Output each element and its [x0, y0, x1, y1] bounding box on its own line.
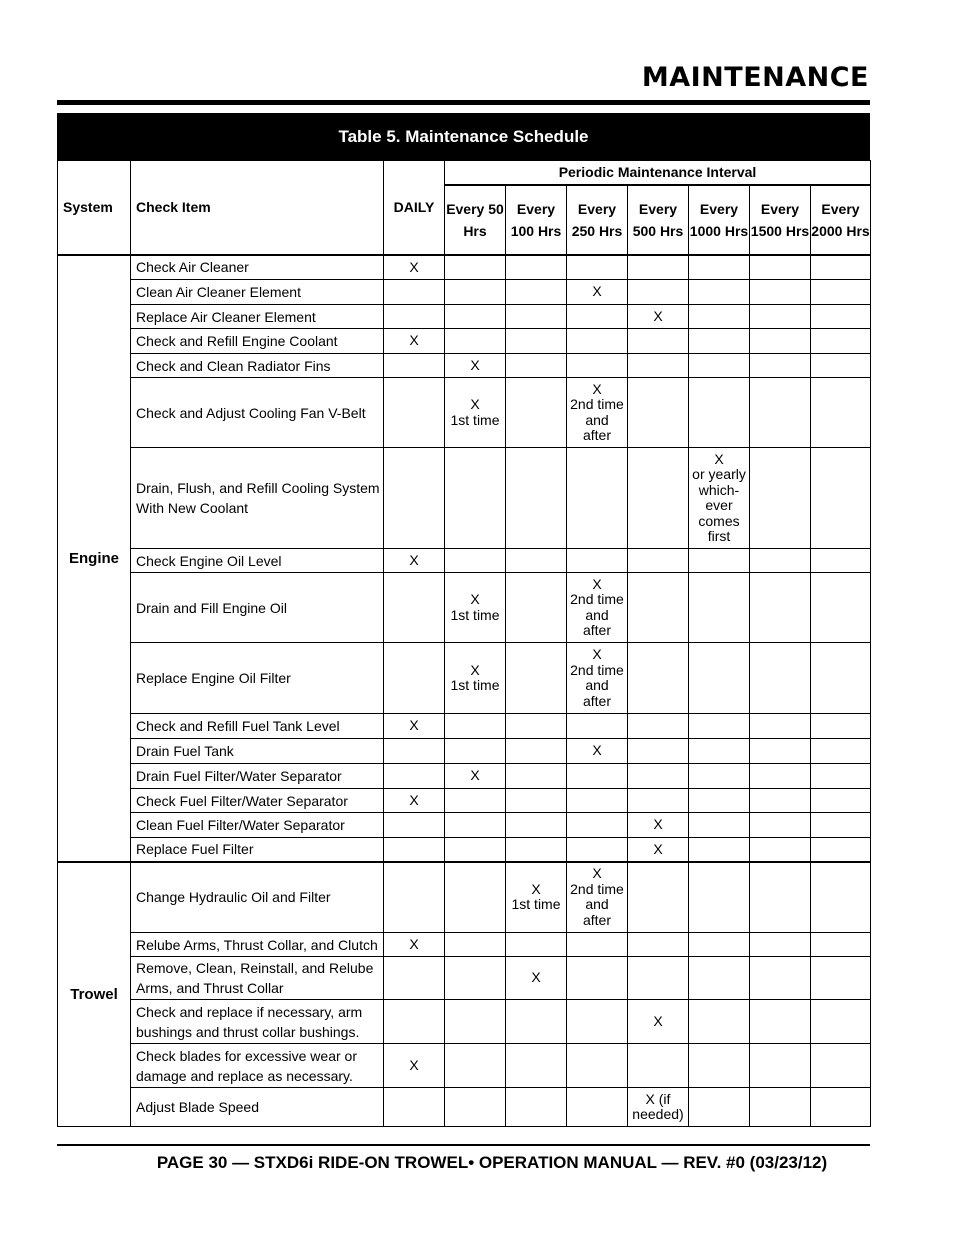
- interval-column-header: Every 250 Hrs: [567, 185, 628, 255]
- interval-cell: [689, 255, 750, 280]
- interval-cell: [811, 957, 871, 1000]
- interval-cell: [811, 739, 871, 764]
- interval-cell: [750, 862, 811, 933]
- interval-cell: [506, 1044, 567, 1088]
- interval-cell: [811, 714, 871, 739]
- interval-cell: [811, 448, 871, 549]
- interval-cell: [811, 643, 871, 714]
- interval-cell: [750, 549, 811, 573]
- interval-cell: [506, 305, 567, 329]
- interval-cell: [628, 448, 689, 549]
- interval-cell: [445, 329, 506, 354]
- table-row: [58, 789, 871, 813]
- interval-cell: [811, 764, 871, 789]
- interval-cell: [445, 933, 506, 957]
- table-row: [58, 354, 871, 378]
- interval-cell: X: [445, 764, 506, 789]
- system-trowel: Trowel: [58, 862, 131, 1127]
- table-row: [58, 813, 871, 838]
- interval-cell: [445, 838, 506, 862]
- interval-cell: [689, 549, 750, 573]
- interval-cell: [506, 789, 567, 813]
- interval-cell: [750, 280, 811, 305]
- interval-cell: [811, 933, 871, 957]
- interval-cell: [506, 739, 567, 764]
- interval-cell: [567, 329, 628, 354]
- daily-cell: [384, 448, 445, 549]
- interval-cell: [811, 255, 871, 280]
- interval-cell: [628, 280, 689, 305]
- interval-cell: [506, 714, 567, 739]
- interval-cell: [750, 1000, 811, 1044]
- check-item-cell: Check Air Cleaner: [131, 255, 384, 280]
- interval-cell: [750, 933, 811, 957]
- interval-cell: [445, 549, 506, 573]
- interval-cell: X: [506, 957, 567, 1000]
- daily-cell: [384, 573, 445, 643]
- interval-cell: [445, 813, 506, 838]
- daily-cell: [384, 305, 445, 329]
- table-row: [58, 764, 871, 789]
- check-item-cell: Replace Fuel Filter: [131, 838, 384, 862]
- interval-cell: [567, 789, 628, 813]
- interval-cell: [750, 643, 811, 714]
- daily-column-header: DAILY: [384, 161, 445, 255]
- interval-cell: [628, 329, 689, 354]
- footer-text: PAGE 30 — STXD6i RIDE-ON TROWEL• OPERATION MANUAL — REV. #0 (03/23/12): [156, 1153, 828, 1172]
- daily-cell: X: [384, 1044, 445, 1088]
- table-row: [58, 957, 871, 1000]
- interval-cell: [811, 862, 871, 933]
- interval-cell: [445, 1044, 506, 1088]
- interval-cell: [750, 354, 811, 378]
- interval-cell: [750, 573, 811, 643]
- interval-cell: [506, 573, 567, 643]
- interval-cell: X: [628, 838, 689, 862]
- interval-cell: [750, 305, 811, 329]
- interval-cell: X 1st time: [445, 643, 506, 714]
- interval-cell: [628, 643, 689, 714]
- table-row: [58, 838, 871, 862]
- interval-cell: X (if needed): [628, 1088, 689, 1127]
- interval-cell: [506, 280, 567, 305]
- interval-cell: [506, 933, 567, 957]
- interval-cell: [445, 280, 506, 305]
- interval-cell: [445, 305, 506, 329]
- interval-cell: [689, 329, 750, 354]
- interval-cell: X: [445, 354, 506, 378]
- interval-cell: [750, 378, 811, 448]
- interval-cell: [689, 1088, 750, 1127]
- system-engine: Engine: [58, 255, 131, 862]
- footer-rule: [57, 1144, 870, 1146]
- check-item-cell: Check Engine Oil Level: [131, 549, 384, 573]
- daily-cell: X: [384, 789, 445, 813]
- table-row: [58, 739, 871, 764]
- interval-cell: [506, 329, 567, 354]
- interval-cell: [567, 1088, 628, 1127]
- check-item-cell: Check and Refill Fuel Tank Level: [131, 714, 384, 739]
- table-row: [58, 1088, 871, 1127]
- interval-cell: [811, 573, 871, 643]
- interval-cell: [567, 1044, 628, 1088]
- interval-cell: [811, 305, 871, 329]
- header-rule: [57, 100, 870, 105]
- interval-cell: X 1st time: [445, 573, 506, 643]
- daily-cell: X: [384, 933, 445, 957]
- check-item-cell: Drain Fuel Tank: [131, 739, 384, 764]
- interval-cell: [628, 764, 689, 789]
- interval-cell: [811, 329, 871, 354]
- interval-cell: [750, 764, 811, 789]
- interval-cell: [567, 933, 628, 957]
- check-item-cell: Change Hydraulic Oil and Filter: [131, 862, 384, 933]
- check-item-cell: Remove, Clean, Reinstall, and Relube Arms, and Thrust Collar: [131, 957, 384, 1000]
- interval-cell: X: [567, 739, 628, 764]
- table-row: [58, 1000, 871, 1044]
- interval-cell: [567, 1000, 628, 1044]
- check-item-cell: Check Fuel Filter/Water Separator: [131, 789, 384, 813]
- interval-cell: [689, 1000, 750, 1044]
- interval-cell: X 2nd time and after: [567, 378, 628, 448]
- interval-cell: X 1st time: [506, 862, 567, 933]
- interval-cell: [689, 957, 750, 1000]
- interval-cell: X or yearly which- ever comes first: [689, 448, 750, 549]
- maintenance-schedule-table: [57, 160, 871, 1127]
- interval-cell: [567, 549, 628, 573]
- interval-cell: [567, 957, 628, 1000]
- table-row: [58, 448, 871, 549]
- daily-cell: [384, 764, 445, 789]
- interval-cell: [506, 549, 567, 573]
- daily-cell: [384, 1088, 445, 1127]
- interval-cell: X: [628, 813, 689, 838]
- interval-cell: [506, 813, 567, 838]
- periodic-interval-header: Periodic Maintenance Interval: [445, 161, 871, 185]
- interval-cell: [689, 933, 750, 957]
- interval-cell: [750, 813, 811, 838]
- interval-cell: [445, 789, 506, 813]
- daily-cell: [384, 643, 445, 714]
- daily-cell: X: [384, 549, 445, 573]
- interval-cell: X 2nd time and after: [567, 862, 628, 933]
- interval-cell: X 2nd time and after: [567, 643, 628, 714]
- table-row: [58, 643, 871, 714]
- daily-cell: [384, 378, 445, 448]
- daily-cell: [384, 280, 445, 305]
- interval-column-header: Every 2000 Hrs: [811, 185, 871, 255]
- daily-cell: [384, 354, 445, 378]
- interval-cell: [750, 838, 811, 862]
- interval-cell: [445, 448, 506, 549]
- interval-cell: [750, 448, 811, 549]
- interval-cell: [811, 1044, 871, 1088]
- interval-cell: [689, 378, 750, 448]
- interval-cell: [750, 1088, 811, 1127]
- interval-cell: [628, 255, 689, 280]
- interval-cell: [628, 739, 689, 764]
- interval-cell: [445, 1088, 506, 1127]
- table-row: [58, 378, 871, 448]
- interval-cell: [750, 329, 811, 354]
- interval-column-header: Every 50 Hrs: [445, 185, 506, 255]
- interval-cell: [445, 862, 506, 933]
- interval-cell: [567, 448, 628, 549]
- table-row: [58, 329, 871, 354]
- interval-cell: [689, 764, 750, 789]
- interval-cell: [750, 1044, 811, 1088]
- check-item-cell: Check and replace if necessary, arm bushings and thrust collar bushings.: [131, 1000, 384, 1044]
- interval-cell: [506, 1000, 567, 1044]
- interval-cell: [689, 280, 750, 305]
- check-item-cell: Replace Air Cleaner Element: [131, 305, 384, 329]
- table-row: [58, 573, 871, 643]
- interval-cell: [750, 957, 811, 1000]
- check-item-cell: Check and Clean Radiator Fins: [131, 354, 384, 378]
- interval-cell: [628, 933, 689, 957]
- interval-cell: [811, 1088, 871, 1127]
- interval-cell: [811, 280, 871, 305]
- interval-cell: [628, 957, 689, 1000]
- interval-cell: [506, 354, 567, 378]
- interval-cell: [506, 643, 567, 714]
- interval-cell: [689, 573, 750, 643]
- interval-cell: [811, 378, 871, 448]
- interval-cell: [628, 573, 689, 643]
- check-item-cell: Replace Engine Oil Filter: [131, 643, 384, 714]
- interval-cell: [689, 305, 750, 329]
- check-item-cell: Clean Air Cleaner Element: [131, 280, 384, 305]
- daily-cell: X: [384, 329, 445, 354]
- interval-cell: [445, 957, 506, 1000]
- daily-cell: [384, 838, 445, 862]
- interval-cell: [811, 789, 871, 813]
- interval-cell: [628, 1044, 689, 1088]
- check-item-cell: Adjust Blade Speed: [131, 1088, 384, 1127]
- interval-cell: [567, 714, 628, 739]
- interval-cell: [811, 549, 871, 573]
- interval-column-header: Every 100 Hrs: [506, 185, 567, 255]
- daily-cell: X: [384, 255, 445, 280]
- table-row: [58, 549, 871, 573]
- table-row: [58, 714, 871, 739]
- interval-cell: [689, 789, 750, 813]
- interval-cell: [689, 813, 750, 838]
- table-row: [58, 280, 871, 305]
- interval-cell: [628, 378, 689, 448]
- table-row: [58, 933, 871, 957]
- interval-cell: [506, 838, 567, 862]
- interval-cell: X: [567, 280, 628, 305]
- interval-cell: [506, 448, 567, 549]
- interval-cell: [506, 378, 567, 448]
- interval-cell: [506, 764, 567, 789]
- daily-cell: [384, 739, 445, 764]
- interval-cell: [689, 838, 750, 862]
- interval-cell: [689, 643, 750, 714]
- check-item-cell: Drain and Fill Engine Oil: [131, 573, 384, 643]
- interval-cell: [567, 838, 628, 862]
- interval-cell: [628, 354, 689, 378]
- interval-cell: X: [628, 305, 689, 329]
- interval-cell: [750, 255, 811, 280]
- interval-cell: [628, 714, 689, 739]
- interval-column-header: Every 1000 Hrs: [689, 185, 750, 255]
- interval-cell: [567, 354, 628, 378]
- interval-cell: [506, 1088, 567, 1127]
- interval-cell: [811, 1000, 871, 1044]
- interval-cell: [689, 714, 750, 739]
- interval-cell: [506, 255, 567, 280]
- table-row: [58, 305, 871, 329]
- interval-cell: [689, 739, 750, 764]
- interval-cell: [567, 764, 628, 789]
- check-item-cell: Clean Fuel Filter/Water Separator: [131, 813, 384, 838]
- table-row: [58, 862, 871, 933]
- table-title: Table 5. Maintenance Schedule: [57, 113, 870, 160]
- interval-cell: X 2nd time and after: [567, 573, 628, 643]
- daily-cell: X: [384, 714, 445, 739]
- interval-cell: [567, 813, 628, 838]
- interval-cell: [811, 838, 871, 862]
- interval-cell: [689, 1044, 750, 1088]
- interval-cell: X 1st time: [445, 378, 506, 448]
- daily-cell: [384, 862, 445, 933]
- check-item-cell: Check blades for excessive wear or damage and replace as necessary.: [131, 1044, 384, 1088]
- check-item-cell: Relube Arms, Thrust Collar, and Clutch: [131, 933, 384, 957]
- interval-cell: [811, 354, 871, 378]
- interval-column-header: Every 500 Hrs: [628, 185, 689, 255]
- interval-cell: [628, 549, 689, 573]
- interval-column-header: Every 1500 Hrs: [750, 185, 811, 255]
- interval-cell: [689, 354, 750, 378]
- check-item-column-header: Check Item: [131, 161, 384, 255]
- daily-cell: [384, 813, 445, 838]
- interval-cell: [689, 862, 750, 933]
- interval-cell: X: [628, 1000, 689, 1044]
- page-footer: [0, 1153, 954, 1173]
- check-item-cell: Drain Fuel Filter/Water Separator: [131, 764, 384, 789]
- interval-cell: [567, 305, 628, 329]
- interval-cell: [445, 739, 506, 764]
- interval-cell: [811, 813, 871, 838]
- interval-cell: [628, 862, 689, 933]
- daily-cell: [384, 1000, 445, 1044]
- page-title: MAINTENANCE: [641, 62, 869, 93]
- interval-cell: [750, 739, 811, 764]
- interval-cell: [445, 255, 506, 280]
- interval-cell: [567, 255, 628, 280]
- interval-cell: [750, 714, 811, 739]
- interval-cell: [445, 1000, 506, 1044]
- daily-cell: [384, 957, 445, 1000]
- check-item-cell: Check and Refill Engine Coolant: [131, 329, 384, 354]
- table-row: [58, 1044, 871, 1088]
- check-item-cell: Check and Adjust Cooling Fan V-Belt: [131, 378, 384, 448]
- interval-cell: [445, 714, 506, 739]
- table-row: [58, 255, 871, 280]
- check-item-cell: Drain, Flush, and Refill Cooling System With New Coolant: [131, 448, 384, 549]
- interval-cell: [750, 789, 811, 813]
- interval-cell: [628, 789, 689, 813]
- system-column-header: System: [58, 161, 131, 255]
